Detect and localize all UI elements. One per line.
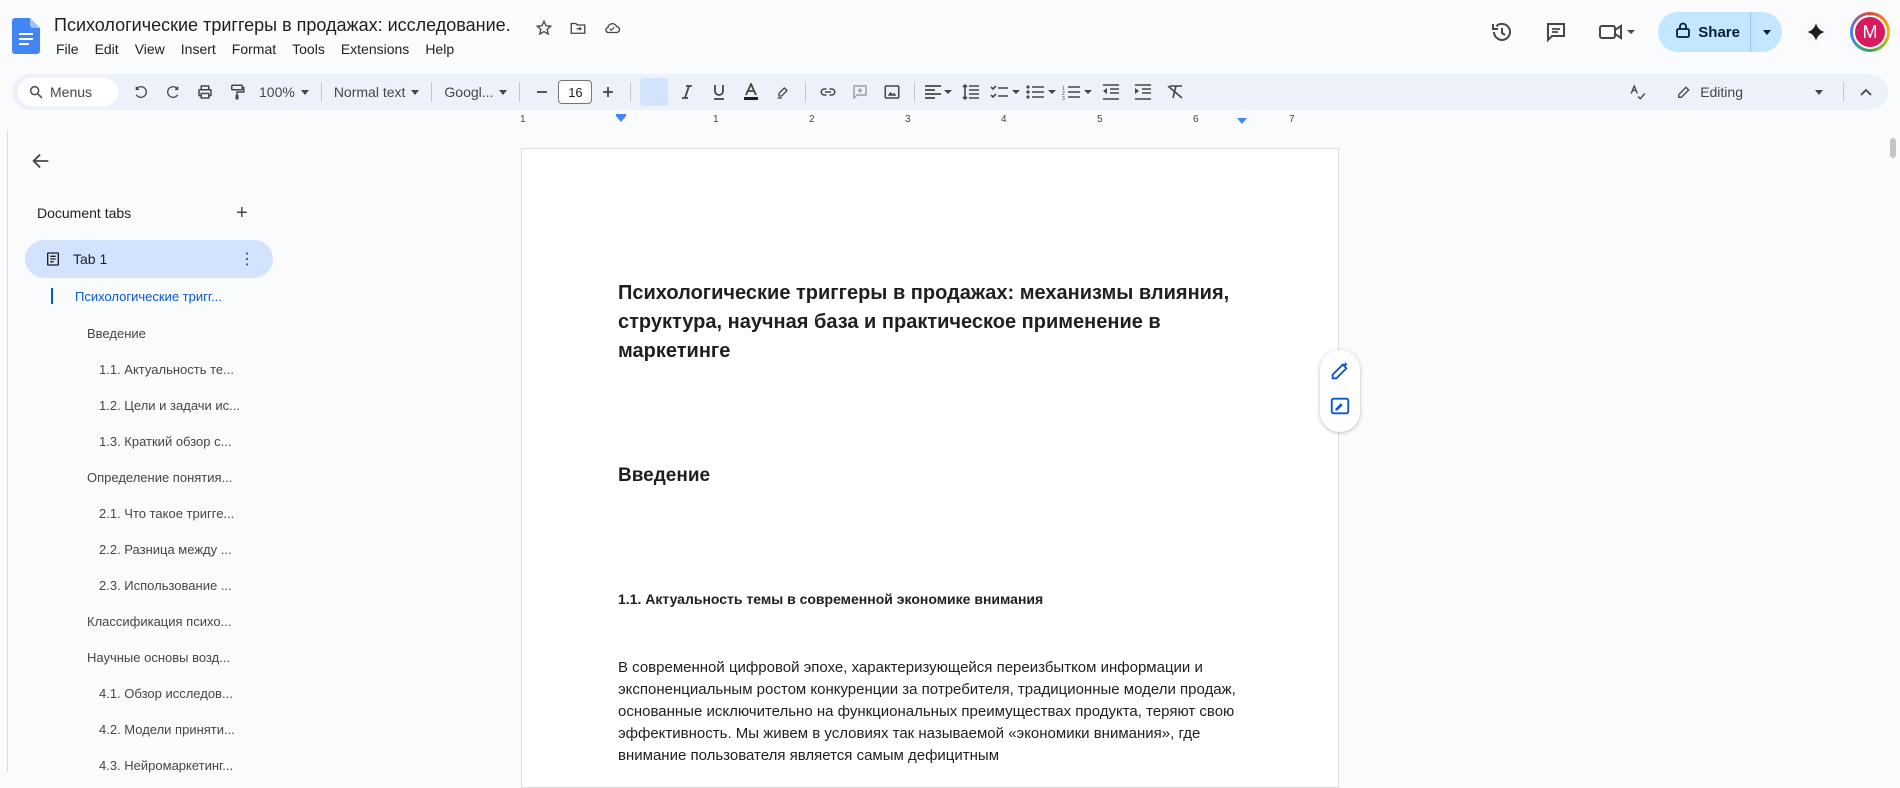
menu-extensions[interactable]: Extensions (340, 41, 410, 57)
add-suggestion-icon[interactable] (1329, 395, 1351, 422)
collapse-menus-icon[interactable] (1853, 78, 1879, 106)
ruler-number: 3 (905, 114, 911, 125)
outline-item[interactable]: 2.3. Использование ... (99, 578, 232, 593)
numbered-list-icon[interactable] (1062, 78, 1092, 106)
star-icon[interactable] (532, 16, 556, 40)
divider (431, 82, 432, 102)
divider (321, 82, 322, 102)
add-comment-icon[interactable] (847, 78, 873, 106)
ruler-number: 4 (1001, 114, 1007, 125)
highlight-color-icon[interactable] (770, 78, 796, 106)
font-select[interactable] (438, 84, 513, 100)
print-icon[interactable] (192, 78, 218, 106)
svg-text:2: 2 (1062, 91, 1066, 97)
chevron-down-icon (411, 90, 419, 95)
divider (805, 82, 806, 102)
document-title[interactable]: Психологические триггеры в продажах: исследование. (54, 15, 511, 35)
undo-icon[interactable] (128, 78, 154, 106)
line-spacing-icon[interactable] (958, 78, 984, 106)
ruler-number: 2 (809, 114, 815, 125)
menus-search[interactable] (18, 78, 118, 106)
search-icon (28, 84, 44, 100)
version-history-icon[interactable] (1482, 12, 1522, 52)
document-icon (45, 251, 61, 267)
outline-item[interactable]: Классификация психо... (87, 614, 232, 629)
add-tab-icon[interactable]: + (236, 202, 248, 224)
ruler-number: 6 (1193, 114, 1199, 125)
comments-icon[interactable] (1536, 12, 1576, 52)
tab-1[interactable] (25, 240, 273, 278)
ruler-number: 7 (1289, 114, 1295, 125)
heading-1-1: 1.1. Актуальность темы в современной экономике внимания (618, 591, 1044, 607)
chevron-down-icon (301, 90, 309, 95)
avatar-initial: M (1853, 15, 1887, 49)
divider (1843, 82, 1844, 102)
tab-label: Tab 1 (73, 251, 108, 267)
redo-icon[interactable] (160, 78, 186, 106)
menu-view[interactable]: View (134, 41, 165, 57)
move-folder-icon[interactable] (566, 16, 590, 40)
zoom-value: 100% (259, 84, 295, 100)
document-page[interactable] (521, 148, 1339, 788)
cloud-saved-icon[interactable] (600, 16, 624, 40)
menu-edit[interactable]: Edit (94, 41, 119, 57)
outline-item[interactable]: 4.2. Модели приняти... (99, 722, 235, 737)
ruler-number: 5 (1097, 114, 1103, 125)
outline-item[interactable]: 2.2. Разница между ... (99, 542, 232, 557)
outline-item[interactable]: Психологические тригг... (75, 289, 222, 304)
horizontal-ruler[interactable] (520, 114, 1340, 128)
share-button-group (1658, 12, 1782, 52)
decrease-font-size-icon[interactable] (529, 78, 555, 106)
menu-help[interactable]: Help (425, 41, 455, 57)
meet-icon[interactable] (1590, 12, 1644, 52)
menu-format[interactable]: Format (231, 41, 277, 57)
divider (519, 82, 520, 102)
insert-image-icon[interactable] (879, 78, 905, 106)
text-color-icon[interactable] (738, 78, 764, 106)
font-size-input[interactable]: 16 (558, 80, 592, 104)
checklist-icon[interactable] (990, 78, 1020, 106)
menu-file[interactable]: File (56, 41, 79, 57)
underline-icon[interactable] (706, 78, 732, 106)
body-paragraph: В современной цифровой эпохе, характеризующейся переизбытком информации и экспоненциальным ростом конкуренции за потребителя, традиционные модели продаж, основанные исключительно на функциональных преимуществах продукта, теряют свою эффективность. Мы живем в условиях так называемой «экономики внимания», где внимание пользователя является самым дефицитным (618, 659, 1236, 764)
lock-icon (1676, 22, 1690, 42)
docs-logo-icon[interactable] (12, 18, 40, 54)
document-tabs-heading: Document tabs (37, 205, 132, 221)
clear-formatting-icon[interactable] (1162, 78, 1188, 106)
font-value: Googl... (444, 84, 494, 100)
increase-font-size-icon[interactable] (595, 78, 621, 106)
outline-item[interactable]: Научные основы возд... (87, 650, 231, 665)
outline-item[interactable]: Определение понятия... (87, 470, 233, 485)
help-me-write-icon[interactable] (1329, 360, 1351, 387)
ruler-number: 1 (713, 114, 719, 125)
scrollbar[interactable] (1890, 138, 1896, 158)
gemini-sparkle-icon[interactable] (1796, 12, 1836, 52)
zoom-select[interactable] (253, 84, 315, 100)
spellcheck-icon[interactable] (1625, 78, 1651, 106)
svg-text:3: 3 (1062, 96, 1066, 100)
pencil-icon (1676, 84, 1692, 100)
bold-button[interactable] (640, 78, 668, 106)
document-outline-sidebar (0, 130, 290, 772)
share-button[interactable] (1658, 12, 1750, 52)
editing-mode-label: Editing (1700, 84, 1743, 100)
more-options-icon[interactable]: ⋮ (239, 251, 255, 268)
outline-item[interactable]: 1.3. Краткий обзор с... (99, 434, 232, 449)
divider (630, 82, 631, 102)
floating-actions (1320, 350, 1360, 432)
increase-indent-icon[interactable] (1130, 78, 1156, 106)
toolbar (12, 74, 1888, 110)
chevron-down-icon (1815, 90, 1823, 95)
outline-item[interactable]: 1.1. Актуальность те... (99, 362, 234, 377)
menu-tools[interactable]: Tools (292, 41, 325, 57)
share-label: Share (1698, 23, 1740, 41)
menus-search-label: Menus (50, 84, 93, 100)
active-heading-indicator (51, 288, 53, 304)
outline-item[interactable]: 2.1. Что такое тригге... (99, 506, 235, 521)
chevron-down-icon (1763, 30, 1771, 35)
insert-link-icon[interactable] (815, 78, 841, 106)
divider (914, 82, 915, 102)
paint-format-icon[interactable] (224, 78, 250, 106)
style-value: Normal text (333, 84, 406, 100)
menu-insert[interactable]: Insert (180, 41, 216, 57)
ruler-marks (520, 114, 1340, 128)
heading-introduction: Введение (618, 465, 711, 486)
bulleted-list-icon[interactable] (1026, 78, 1056, 106)
ruler-number: 1 (520, 114, 526, 125)
align-icon[interactable] (924, 78, 952, 106)
avatar[interactable] (1850, 12, 1890, 52)
chevron-down-icon (499, 90, 507, 95)
style-select[interactable] (328, 84, 426, 100)
outline-item[interactable]: 4.3. Нейромаркетинг... (99, 758, 234, 773)
svg-text:1: 1 (1062, 86, 1066, 92)
share-dropdown-button[interactable] (1750, 12, 1782, 52)
editing-mode-select[interactable] (1662, 77, 1837, 107)
menu-bar (48, 40, 462, 58)
outline-item[interactable]: Введение (87, 326, 146, 341)
back-arrow-icon[interactable] (30, 150, 52, 177)
outline-item[interactable]: 4.1. Обзор исследов... (99, 686, 233, 701)
top-bar (0, 0, 1900, 64)
document-heading-title: Психологические триггеры в продажах: механизмы влияния, структура, научная база и практическое применение в маркетинге (618, 282, 1230, 362)
outline-item[interactable]: 1.2. Цели и задачи ис... (99, 398, 241, 413)
decrease-indent-icon[interactable] (1098, 78, 1124, 106)
italic-icon[interactable] (674, 78, 700, 106)
